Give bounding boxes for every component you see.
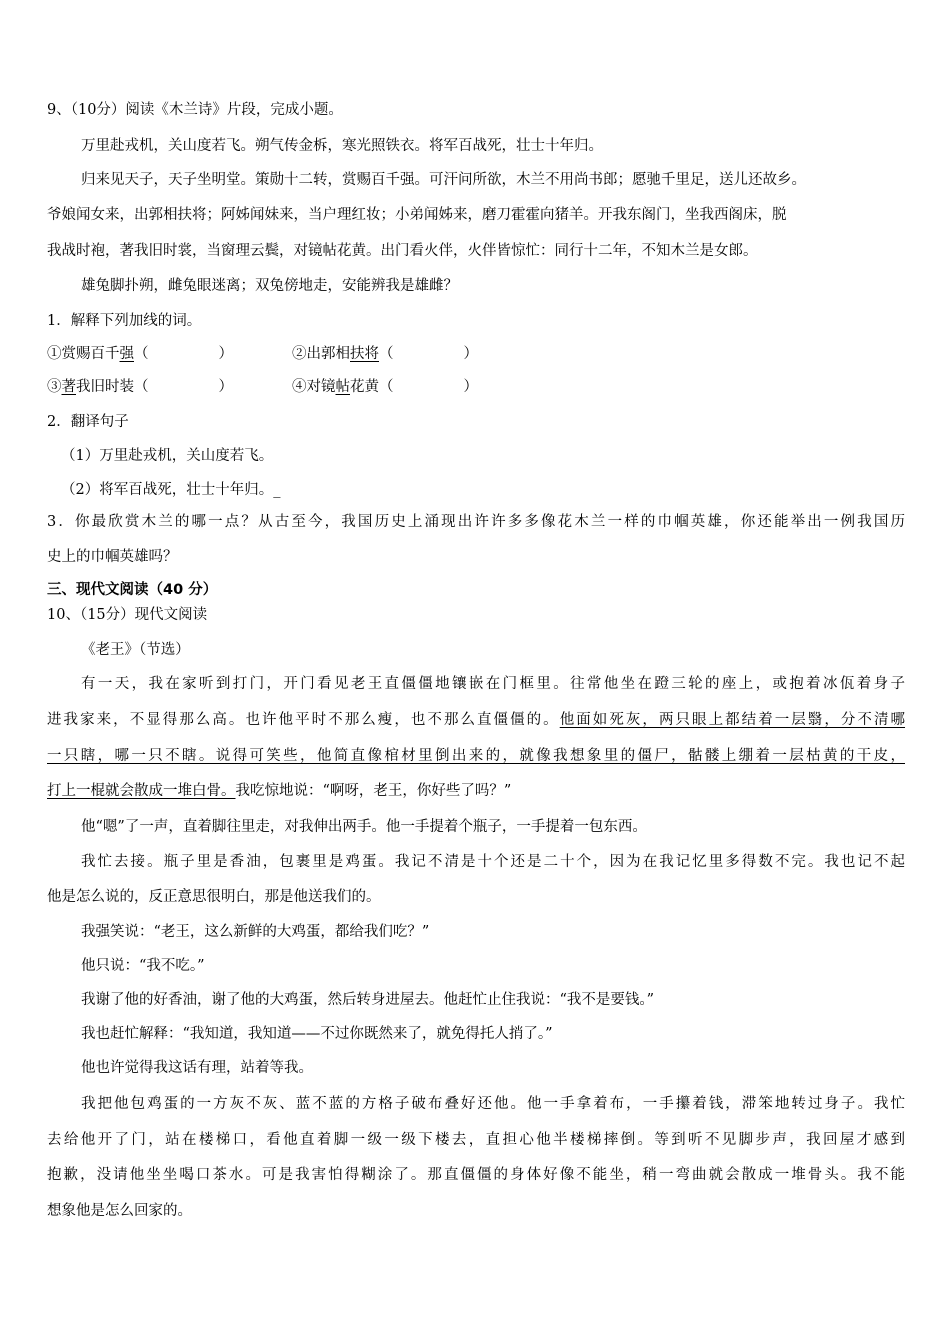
q10-header: 10、（15分）现代文阅读 [47, 607, 208, 623]
q9-sub3-line2: 史上的巾帼英雄吗？ [47, 549, 178, 565]
poem-line-5: 雄兔脚扑朔，雌兔眼迷离；双兔傍地走，安能辨我是雄雌？ [81, 278, 458, 294]
p3-line-1: 我忙去接。瓶子里是香油，包裹里是鸡蛋。我记不清是十个还是二十个，因为在我记忆里多得数不完。我也记不起 [81, 854, 905, 870]
p7: 我也赶忙解释：“我知道，我知道——不过你既然来了，就免得托人捎了。” [81, 1026, 553, 1042]
p9-line-4: 想象他是怎么回家的。 [47, 1203, 192, 1219]
poem-line-2: 归来见天子，天子坐明堂。策勋十二转，赏赐百千强。可汗问所欲，木兰不用尚书郎；愿驰千里足，送儿还故乡。 [81, 172, 806, 188]
translate-item-1: （1）万里赴戎机，关山度若飞。 [61, 448, 274, 464]
translate-item-2: （2）将军百战死，壮士十年归。_ [61, 482, 281, 498]
p1-line-4: 打上一棍就会散成一堆白骨。我吃惊地说：“啊呀，老王，你好些了吗？” [47, 783, 512, 799]
poem-line-4: 我战时袍，著我旧时裳，当窗理云鬓，对镜帖花黄。出门看火伴，火伴皆惊忙：同行十二年，不知木兰是女郎。 [47, 243, 758, 259]
p1-underlined-end: 打上一棍就会散成一堆白骨。 [47, 783, 236, 799]
vocab-item-4: ④对镜帖花黄（ ） [292, 379, 478, 395]
vocab-item-1: ①赏赐百千强（ ） [47, 346, 233, 362]
p9-line-3: 抱歉，没请他坐坐喝口茶水。可是我害怕得糊涂了。那直僵僵的身体好像不能坐，稍一弯曲就会散成一堆骨头。我不能 [47, 1167, 905, 1183]
poem-line-1: 万里赴戎机，关山度若飞。朔气传金柝，寒光照铁衣。将军百战死，壮士十年归。 [81, 138, 603, 154]
vocab-item-2: ②出郭相扶将（ ） [292, 346, 478, 362]
p9-line-1: 我把他包鸡蛋的一方灰不灰、蓝不蓝的方格子破布叠好还他。他一手拿着布，一手攥着钱，滞笨地转过身子。我忙 [81, 1096, 905, 1112]
section-3-title: 三、现代文阅读（40 分） [47, 582, 218, 598]
p2: 他“嗯”了一声，直着脚往里走，对我伸出两手。他一手提着个瓶子，一手提着一包东西。 [81, 819, 647, 835]
p6: 我谢了他的好香油，谢了他的大鸡蛋，然后转身进屋去。他赶忙止住我说：“我不是要钱。” [81, 992, 655, 1008]
p1-line-3: 一只瞎，哪一只不瞎。说得可笑些，他简直像棺材里倒出来的，就像我想象里的僵尸，骷髅上绷着一层枯黄的干皮， [47, 748, 905, 764]
p8: 他也许觉得我这话有理，站着等我。 [81, 1060, 313, 1076]
p1-underlined-start: 他面如死灰，两只眼上都结着一层翳，分不清哪 [559, 712, 906, 728]
vocab-row-1 [47, 344, 907, 364]
vocab-row-2 [47, 377, 907, 397]
vocab-item-3: ③著我旧时装（ ） [47, 379, 233, 395]
q9-sub2-title: 2．翻译句子 [47, 414, 129, 430]
q10-source: 《老王》（节选） [81, 642, 190, 658]
p5: 他只说：“我不吃。” [81, 958, 205, 974]
p1-line-2: 进我家来，不显得那么高。也许他平时不那么瘦，也不那么直僵僵的。他面如死灰，两只眼上都结着一层翳，分不清哪 [47, 712, 906, 728]
p1-line-1: 有一天，我在家听到打门，开门看见老王直僵僵地镶嵌在门框里。往常他坐在蹬三轮的座上，或抱着冰佤着身子 [81, 676, 905, 692]
q9-header: 9、（10分）阅读《木兰诗》片段，完成小题。 [47, 102, 343, 118]
q9-sub1-title: 1．解释下列加线的词。 [47, 313, 202, 329]
q9-sub3-line1: 3．你最欣赏木兰的哪一点？从古至今，我国历史上涌现出许许多多像花木兰一样的巾帼英雄，你还能举出一例我国历 [47, 514, 905, 530]
p3-line-2: 他是怎么说的，反正意思很明白，那是他送我们的。 [47, 889, 381, 905]
p4: 我强笑说：“老王，这么新鲜的大鸡蛋，都给我们吃？” [81, 924, 430, 940]
p9-line-2: 去给他开了门，站在楼梯口，看他直着脚一级一级下楼去，直担心他半楼梯摔倒。等到听不见脚步声，我回屋才感到 [47, 1132, 905, 1148]
poem-line-3: 爷娘闻女来，出郭相扶将；阿姊闻妹来，当户理红妆；小弟闻姊来，磨刀霍霍向猪羊。开我东阁门，坐我西阁床，脱 [47, 207, 787, 223]
